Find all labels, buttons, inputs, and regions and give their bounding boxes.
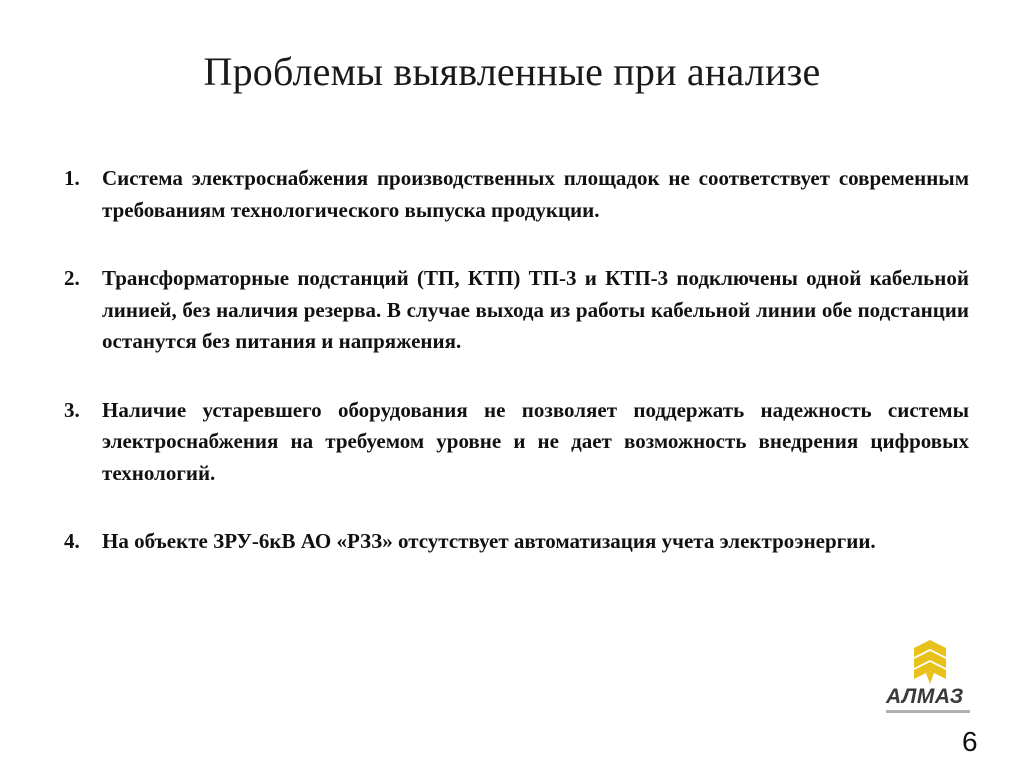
company-logo — [880, 640, 980, 720]
list-item — [64, 395, 969, 490]
item-number: 2. — [64, 266, 80, 290]
item-text: Система электроснабжения производственных площадок не соответствует современным требованиям технологического выпуска продукции. — [102, 166, 969, 222]
problem-list — [64, 163, 969, 558]
item-number: 4. — [64, 529, 80, 553]
page-number: 6 — [962, 726, 978, 757]
item-text: Трансформаторные подстанций (ТП, КТП) ТП-3 и КТП-3 подключены одной кабельной линией, без наличия резерва. В случае выхода из работы кабельной линии обе подстанции останутся без питания и напряжения. — [102, 266, 969, 353]
item-number: 3. — [64, 397, 80, 422]
item-text: На объекте ЗРУ-6кВ АО «РЗЗ» отсутствует автоматизация учета электроэнергии. — [102, 529, 876, 553]
list-item — [64, 163, 969, 226]
list-item — [64, 263, 969, 358]
item-text: Наличие устаревшего оборудования не позволяет поддержать надежность системы электроснабжения на требуемом уровне и не дает возможность внедрения цифровых технологий. — [102, 397, 969, 485]
logo-tagline-line — [886, 710, 970, 713]
item-number: 1. — [64, 166, 80, 190]
list-item — [64, 526, 969, 558]
logo-text: АЛМАЗ — [886, 685, 964, 708]
slide-title: Проблемы выявленные при анализе — [203, 49, 821, 94]
wheat-diamond-logo-icon — [880, 640, 980, 684]
